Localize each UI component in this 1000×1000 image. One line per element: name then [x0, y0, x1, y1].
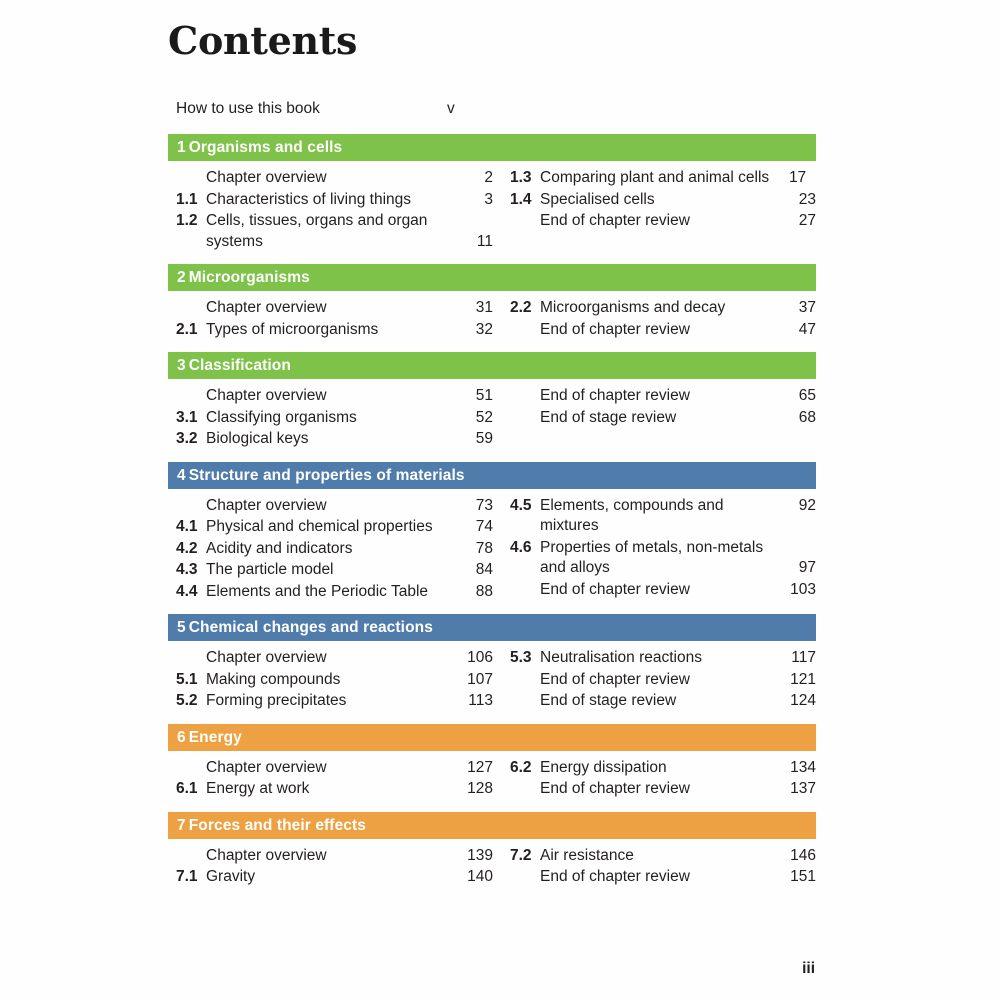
- chapter-title: Forces and their effects: [188, 816, 366, 834]
- toc-entry[interactable]: [510, 867, 816, 888]
- toc-entry[interactable]: [176, 648, 493, 669]
- toc-entry[interactable]: [176, 429, 493, 450]
- toc-entry-continuation: [176, 232, 493, 253]
- toc-entry-page-number: 78: [475, 539, 493, 557]
- chapter-column-left: [168, 298, 493, 341]
- toc-entry[interactable]: [176, 517, 493, 538]
- toc-entry-title: End of chapter review: [540, 868, 690, 885]
- toc-entry-page-number: 128: [467, 780, 493, 797]
- toc-entry-title: Microorganisms and decay: [540, 299, 726, 316]
- toc-entry[interactable]: [510, 408, 816, 429]
- toc-entry-title: Energy dissipation: [540, 758, 667, 776]
- toc-entry-title: Forming precipitates: [206, 692, 347, 709]
- chapter-entries: [168, 751, 816, 801]
- toc-entry-page-number: 134: [790, 758, 816, 776]
- front-matter-page-number: v: [447, 100, 455, 117]
- toc-entry[interactable]: [510, 298, 816, 319]
- chapter-header-bar[interactable]: [168, 264, 816, 291]
- toc-entry-number: 2.2: [510, 299, 532, 316]
- toc-entry-number: 5.2: [176, 692, 198, 709]
- toc-entry[interactable]: [176, 758, 493, 779]
- chapter-block: [168, 724, 816, 801]
- toc-entry-page-number: 124: [790, 692, 816, 709]
- chapter-number: 1: [177, 139, 186, 156]
- chapter-block: [168, 462, 816, 604]
- toc-entry-title: Air resistance: [540, 846, 634, 864]
- toc-entry-title: End of chapter review: [540, 580, 690, 598]
- toc-entry[interactable]: [176, 867, 493, 888]
- toc-entry-title: Chapter overview: [206, 387, 327, 404]
- toc-entry[interactable]: [510, 386, 816, 407]
- toc-entry-page-number: 97: [798, 559, 816, 576]
- toc-entry-number: 4.1: [176, 518, 198, 535]
- toc-entry-page-number: 23: [798, 190, 816, 208]
- chapter-title: Organisms and cells: [188, 139, 343, 156]
- toc-entry-number: 7.1: [176, 868, 198, 885]
- toc-entry[interactable]: [510, 580, 816, 601]
- chapter-column-left: [168, 168, 493, 253]
- toc-entry-title: Gravity: [206, 868, 256, 885]
- toc-entry-number: 1.2: [176, 212, 198, 229]
- page-folio: iii: [802, 960, 815, 977]
- toc-entry-title: End of stage review: [540, 692, 677, 709]
- toc-entry[interactable]: [176, 211, 493, 252]
- toc-entry[interactable]: [176, 846, 493, 867]
- toc-entry-number: 4.6: [510, 538, 532, 556]
- toc-entry-number: 4.4: [176, 582, 198, 600]
- toc-entry-title: Acidity and indicators: [206, 539, 353, 557]
- toc-entry[interactable]: [510, 496, 816, 537]
- table-of-contents: [168, 98, 816, 900]
- toc-entry[interactable]: [176, 496, 493, 517]
- toc-entry-page-number: 107: [467, 670, 493, 688]
- chapter-column-right: [493, 846, 816, 889]
- chapter-entries: [168, 641, 816, 713]
- chapter-number: 5: [177, 619, 186, 636]
- toc-entry-continuation-title: systems: [206, 232, 263, 250]
- toc-entry-number: 6.2: [510, 758, 532, 776]
- toc-entry[interactable]: [510, 691, 816, 712]
- toc-entry-page-number: 27: [798, 212, 816, 229]
- toc-entry-page-number: 139: [467, 846, 493, 864]
- toc-entry-title: Energy at work: [206, 780, 310, 797]
- toc-entry-page-number: 2: [484, 169, 493, 186]
- toc-entry[interactable]: [510, 168, 816, 189]
- toc-entry-continuation: [510, 558, 816, 579]
- toc-entry-number: 3.1: [176, 408, 198, 426]
- toc-entry-title: Chapter overview: [206, 846, 327, 864]
- chapter-entries: [168, 161, 816, 253]
- toc-entry-title: Chapter overview: [206, 169, 327, 186]
- chapter-title: Structure and properties of materials: [188, 466, 465, 484]
- chapter-header-bar[interactable]: [168, 614, 816, 641]
- toc-entry[interactable]: [176, 320, 493, 341]
- chapter-column-right: [493, 298, 816, 341]
- chapter-number: 2: [177, 269, 186, 286]
- front-matter-list: [168, 98, 816, 134]
- toc-entry-page-number: 74: [475, 518, 493, 535]
- toc-entry[interactable]: [510, 779, 816, 800]
- toc-entry-page-number: 11: [476, 232, 493, 250]
- toc-entry-title: Biological keys: [206, 430, 309, 447]
- toc-entry-number: 3.2: [176, 430, 198, 447]
- toc-entry-page-number: 3: [484, 190, 493, 208]
- chapter-title: Classification: [188, 357, 291, 374]
- toc-entry-title: Properties of metals, non-metals: [540, 538, 764, 556]
- toc-entry-title: End of chapter review: [540, 320, 690, 338]
- toc-entry-title: Cells, tissues, organs and organ: [206, 212, 428, 229]
- toc-entry-page-number: 32: [475, 320, 493, 338]
- chapter-column-right: [493, 648, 816, 713]
- chapter-entries: [168, 291, 816, 341]
- front-matter-label: How to use this book: [176, 100, 320, 117]
- toc-entry-title: Physical and chemical properties: [206, 518, 433, 535]
- toc-entry[interactable]: [510, 320, 816, 341]
- toc-entry-title: Comparing plant and animal cells: [540, 169, 770, 186]
- chapter-block: [168, 264, 816, 341]
- chapter-column-right: [493, 168, 816, 253]
- toc-entry[interactable]: [176, 539, 493, 560]
- chapter-block: [168, 812, 816, 889]
- chapter-header-bar[interactable]: [168, 812, 816, 839]
- toc-entry[interactable]: [176, 560, 493, 581]
- toc-entry-page-number: 17: [788, 169, 807, 186]
- toc-entry[interactable]: [176, 691, 493, 712]
- toc-entry-number: 7.2: [510, 846, 532, 864]
- chapter-title: Microorganisms: [188, 269, 310, 286]
- toc-entry-title: Chapter overview: [206, 649, 327, 666]
- toc-entry-page-number: 73: [475, 496, 493, 514]
- toc-entry-title: Neutralisation reactions: [540, 649, 702, 666]
- toc-entry-title: Elements and the Periodic Table: [206, 582, 429, 600]
- toc-entry-page-number: 59: [475, 430, 493, 447]
- front-matter-row[interactable]: [168, 98, 816, 134]
- chapter-entries: [168, 839, 816, 889]
- toc-entry-title: End of chapter review: [540, 780, 690, 797]
- toc-entry-number: 2.1: [176, 320, 198, 338]
- toc-entry[interactable]: [510, 211, 816, 232]
- toc-entry[interactable]: [176, 670, 493, 691]
- toc-entry[interactable]: [176, 582, 493, 603]
- chapter-block: [168, 614, 816, 713]
- page-title: Contents: [168, 18, 358, 63]
- toc-entry-page-number: 65: [798, 387, 816, 404]
- toc-entry-title: End of stage review: [540, 408, 677, 426]
- chapter-header-bar[interactable]: [168, 462, 816, 489]
- toc-entry-page-number: 84: [475, 561, 493, 578]
- toc-entry[interactable]: [510, 758, 816, 779]
- toc-entry-page-number: 137: [790, 780, 816, 797]
- chapter-number: 3: [177, 357, 186, 374]
- chapter-header-bar[interactable]: [168, 724, 816, 751]
- toc-entry[interactable]: [176, 779, 493, 800]
- toc-entry-page-number: 117: [791, 649, 816, 666]
- toc-entry-page-number: 113: [468, 692, 493, 709]
- toc-entry-page-number: 68: [798, 408, 816, 426]
- chapter-title: Energy: [188, 728, 242, 746]
- toc-entry-number: 4.3: [176, 561, 198, 578]
- toc-entry-page-number: 37: [798, 299, 816, 316]
- toc-entry-continuation-title: and alloys: [540, 559, 610, 576]
- toc-entry-title: The particle model: [206, 561, 334, 578]
- chapter-block: [168, 134, 816, 253]
- toc-entry-page-number: 52: [475, 408, 493, 426]
- toc-entry[interactable]: [176, 408, 493, 429]
- toc-entry-page-number: 47: [798, 320, 816, 338]
- toc-entry-title: Classifying organisms: [206, 408, 357, 426]
- chapter-column-right: [493, 386, 816, 451]
- chapter-number: 6: [177, 728, 186, 746]
- toc-entry-number: 4.2: [176, 539, 198, 557]
- chapter-column-right: [493, 496, 816, 604]
- chapter-column-left: [168, 758, 493, 801]
- chapter-number: 4: [177, 466, 186, 484]
- toc-entry[interactable]: [510, 538, 816, 579]
- chapter-header-bar[interactable]: [168, 352, 816, 379]
- toc-entry-title: End of chapter review: [540, 670, 690, 688]
- toc-entry-title: Specialised cells: [540, 190, 655, 208]
- toc-entry-page-number: 103: [790, 580, 816, 598]
- chapter-title: Chemical changes and reactions: [188, 619, 433, 636]
- toc-entry-title: Chapter overview: [206, 299, 327, 316]
- toc-entry-page-number: 92: [798, 496, 816, 514]
- toc-entry-title: Types of microorganisms: [206, 320, 379, 338]
- toc-entry-page-number: 127: [467, 758, 493, 776]
- toc-entry-page-number: 121: [790, 670, 816, 688]
- toc-entry-title: Elements, compounds and mixtures: [540, 496, 724, 534]
- toc-entry-number: 1.3: [510, 169, 532, 186]
- toc-entry-number: 1.4: [510, 190, 532, 208]
- toc-entry-number: 5.1: [176, 670, 198, 688]
- toc-entry-number: 6.1: [176, 780, 198, 797]
- chapter-column-right: [493, 758, 816, 801]
- toc-entry-page-number: 140: [467, 868, 493, 885]
- chapter-list: [168, 134, 816, 889]
- chapter-column-left: [168, 648, 493, 713]
- toc-entry[interactable]: [510, 190, 816, 211]
- toc-entry-page-number: 106: [467, 649, 493, 666]
- toc-entry[interactable]: [510, 846, 816, 867]
- toc-entry[interactable]: [176, 190, 493, 211]
- chapter-column-left: [168, 496, 493, 604]
- toc-entry-page-number: 151: [790, 868, 816, 885]
- chapter-column-left: [168, 846, 493, 889]
- chapter-block: [168, 352, 816, 451]
- toc-entry-page-number: 31: [475, 299, 493, 316]
- toc-entry[interactable]: [176, 298, 493, 319]
- toc-entry-title: Chapter overview: [206, 496, 327, 514]
- toc-entry[interactable]: [510, 648, 816, 669]
- toc-entry-page-number: 51: [475, 387, 493, 404]
- chapter-column-left: [168, 386, 493, 451]
- toc-entry[interactable]: [176, 386, 493, 407]
- toc-entry[interactable]: [176, 168, 493, 189]
- toc-entry-page-number: 146: [790, 846, 816, 864]
- toc-entry-number: 5.3: [510, 649, 532, 666]
- toc-entry-number: 4.5: [510, 496, 532, 514]
- chapter-header-bar[interactable]: [168, 134, 816, 161]
- chapter-entries: [168, 379, 816, 451]
- toc-entry-page-number: 88: [475, 582, 493, 600]
- toc-entry-number: 1.1: [176, 190, 198, 208]
- chapter-entries: [168, 489, 816, 604]
- toc-entry-title: Characteristics of living things: [206, 190, 412, 208]
- chapter-number: 7: [177, 816, 186, 834]
- toc-entry-title: Making compounds: [206, 670, 341, 688]
- toc-entry-title: End of chapter review: [540, 212, 690, 229]
- toc-entry[interactable]: [510, 670, 816, 691]
- toc-entry-title: Chapter overview: [206, 758, 327, 776]
- toc-entry-title: End of chapter review: [540, 387, 690, 404]
